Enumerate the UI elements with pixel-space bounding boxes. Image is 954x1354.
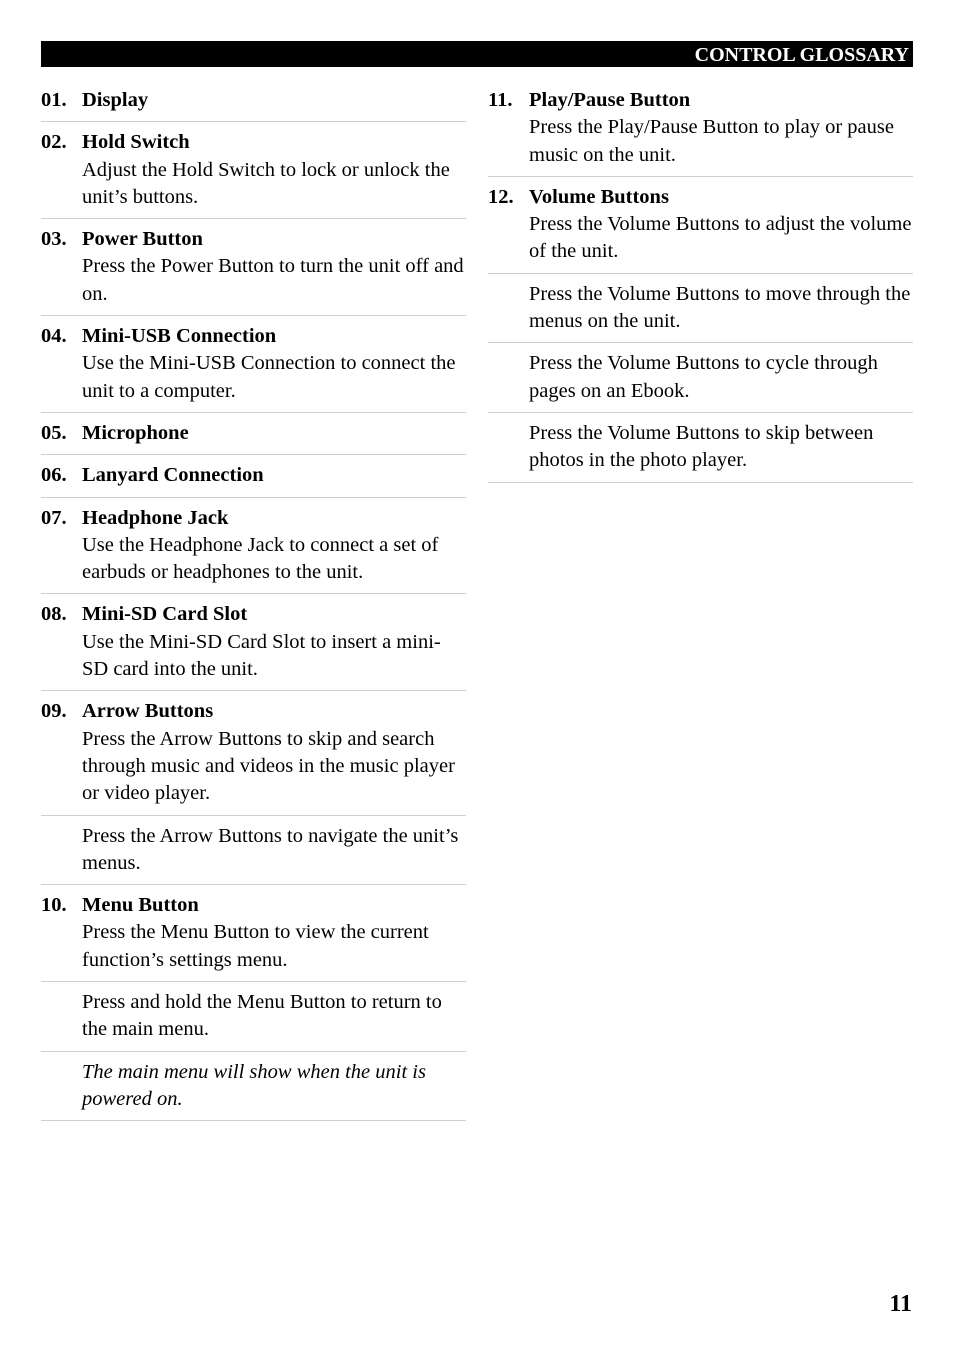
glossary-entry-continued [488, 350, 913, 413]
entry-number [41, 823, 82, 878]
glossary-entry [488, 184, 913, 274]
entry-description: Press the Volume Buttons to adjust the volume of the unit. [529, 213, 912, 263]
entry-number: 04. [41, 325, 67, 348]
glossary-entry [41, 892, 466, 982]
glossary-entry [41, 226, 466, 316]
entry-number: 09. [41, 700, 67, 723]
entry-title: Hold Switch [82, 131, 190, 154]
entry-title: Play/Pause Button [529, 89, 691, 111]
glossary-entry [41, 505, 466, 595]
glossary-entry [41, 129, 466, 219]
page-number: 11 [889, 1291, 912, 1317]
entry-number [488, 420, 529, 475]
entry-description: Adjust the Hold Switch to lock or unlock the unit’s buttons. [82, 158, 450, 208]
entry-number: 07. [41, 506, 67, 529]
entry-number: 02. [41, 131, 67, 154]
entry-description: Press and hold the Menu Button to return to the main menu. [82, 991, 442, 1041]
glossary-entry-continued [488, 281, 913, 344]
entry-title: Display [82, 89, 149, 111]
entry-note: The main menu will show when the unit is powered on. [82, 1060, 426, 1110]
entry-description: Press the Volume Buttons to move through the menus on the unit. [529, 282, 911, 333]
glossary-entry [41, 462, 466, 497]
entry-number: 06. [41, 464, 67, 487]
entry-description: Press the Power Button to turn the unit off and on. [82, 255, 464, 305]
entry-number: 03. [41, 228, 67, 251]
glossary-entry-continued [488, 420, 913, 483]
entry-description: Press the Play/Pause Button to play or pause music on the unit. [529, 116, 894, 166]
glossary-entry-continued [41, 989, 466, 1052]
entry-number [41, 989, 82, 1044]
section-title: CONTROL GLOSSARY [694, 44, 909, 66]
entry-title: Headphone Jack [82, 506, 229, 529]
glossary-entry [41, 698, 466, 815]
entry-description: Press the Arrow Buttons to navigate the unit’s menus. [82, 824, 459, 874]
glossary-entry [41, 601, 466, 691]
entry-description: Press the Menu Button to view the current function’s settings menu. [82, 921, 429, 971]
entry-title: Mini-USB Connection [82, 325, 277, 348]
section-header [41, 41, 913, 67]
entry-number [41, 1059, 82, 1114]
entry-description: Use the Mini-SD Card Slot to insert a mini-SD card into the unit. [82, 630, 441, 681]
entry-number: 12. [488, 185, 514, 208]
entry-number: 08. [41, 603, 67, 626]
entry-title: Mini-SD Card Slot [82, 603, 248, 626]
entry-description: Use the Mini-USB Connection to connect the unit to a computer. [82, 352, 456, 402]
glossary-entry [41, 420, 466, 455]
entry-description: Use the Headphone Jack to connect a set of earbuds or headphones to the unit. [82, 533, 439, 584]
entry-number: 01. [41, 89, 67, 111]
entry-number: 10. [41, 894, 67, 917]
entry-description: Press the Volume Buttons to cycle through pages on an Ebook. [529, 352, 878, 402]
entry-title: Arrow Buttons [82, 700, 214, 723]
entry-title: Menu Button [82, 894, 199, 917]
glossary-entry-continued [41, 823, 466, 886]
entry-title: Volume Buttons [529, 185, 669, 208]
entry-description: Press the Volume Buttons to skip between photos in the photo player. [529, 421, 874, 472]
glossary-left-column [41, 87, 466, 1128]
glossary-entry [41, 87, 466, 122]
glossary-entry-note [41, 1059, 466, 1122]
entry-title: Lanyard Connection [82, 464, 264, 487]
entry-number [488, 281, 529, 336]
entry-number [488, 350, 529, 405]
entry-number: 11. [488, 89, 513, 111]
entry-number: 05. [41, 421, 67, 444]
glossary-right-column [488, 87, 913, 490]
entry-title: Power Button [82, 228, 203, 251]
entry-description: Press the Arrow Buttons to skip and search through music and videos in the music player or video player. [82, 727, 455, 805]
glossary-entry [41, 323, 466, 413]
entry-title: Microphone [82, 421, 189, 444]
glossary-entry [488, 87, 913, 177]
